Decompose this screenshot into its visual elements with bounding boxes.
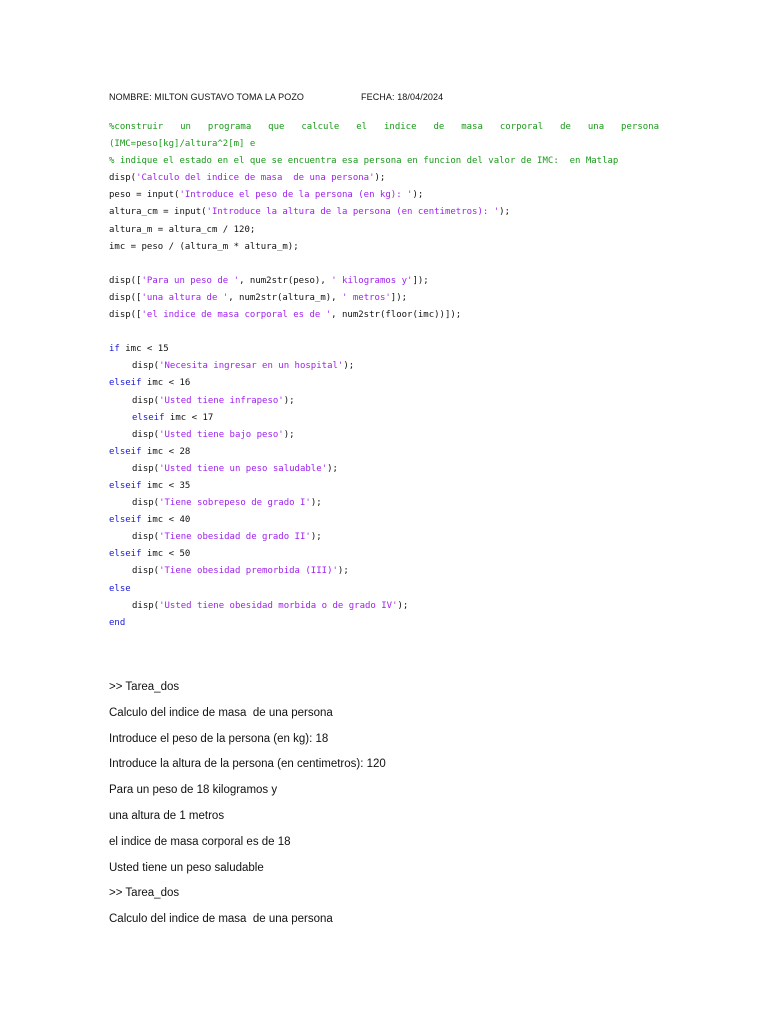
output-line: Introduce el peso de la persona (en kg): 18 (109, 732, 329, 745)
console-output (109, 677, 669, 935)
code-line: elseif imc < 35 (109, 480, 191, 491)
output-line: una altura de 1 metros (109, 809, 225, 822)
code-line: disp('Tiene obesidad de grado II'); (132, 532, 322, 543)
code-line: disp('Usted tiene bajo peso'); (132, 429, 295, 440)
code-comment: % indique el estado en el que se encuentra esa persona en funcion del valor de IMC: en Matlap (109, 156, 619, 167)
code-line: altura_m = altura_cm / 120; (109, 224, 256, 235)
author-name: NOMBRE: MILTON GUSTAVO TOMA LA POZO (109, 92, 305, 102)
code-line: disp('Tiene sobrepeso de grado I'); (132, 498, 322, 509)
code-comment: (IMC=peso[kg]/altura^2[m] e (109, 139, 256, 150)
code-line: elseif imc < 17 (132, 412, 214, 423)
code-line: elseif imc < 28 (109, 446, 191, 457)
code-line: disp(['una altura de ', num2str(altura_m), ' metros']); (109, 292, 408, 303)
code-line: altura_cm = input('Introduce la altura de la persona (en centimetros): '); (109, 207, 510, 218)
output-line: Introduce la altura de la persona (en centimetros): 120 (109, 758, 386, 771)
output-line: Calculo del indice de masa de una persona (109, 913, 333, 926)
code-line: elseif imc < 40 (109, 515, 191, 526)
code-line: disp('Usted tiene un peso saludable'); (132, 463, 338, 474)
code-line: if imc < 15 (109, 344, 169, 355)
output-line: Calculo del indice de masa de una persona (109, 706, 333, 719)
code-comment: %construir un programa que calcule el indice de masa corporal de una persona (109, 122, 659, 132)
code-line: elseif imc < 16 (109, 378, 191, 389)
code-line: disp('Usted tiene infrapeso'); (132, 395, 295, 406)
output-line: >> Tarea_dos (109, 887, 180, 900)
code-line: end (109, 617, 126, 628)
output-line: >> Tarea_dos (109, 681, 180, 693)
document-date: FECHA: 18/04/2024 (361, 92, 444, 102)
output-line: Para un peso de 18 kilogramos y (109, 784, 278, 797)
code-line: else (109, 583, 131, 594)
document-header (109, 92, 669, 102)
output-line: Usted tiene un peso saludable (109, 861, 264, 874)
code-line: disp(['Para un peso de ', num2str(peso), ' kilogramos y']); (109, 275, 429, 286)
code-line: disp('Usted tiene obesidad morbida o de grado IV'); (132, 600, 409, 611)
blank-line (109, 324, 659, 341)
code-line: imc = peso / (altura_m * altura_m); (109, 241, 299, 252)
code-line: peso = input('Introduce el peso de la persona (en kg): '); (109, 190, 424, 201)
code-line: disp('Necesita ingresar en un hospital'); (132, 361, 355, 372)
matlab-code-block (109, 119, 659, 632)
output-line: el indice de masa corporal es de 18 (109, 835, 291, 848)
code-line: disp('Calculo del indice de masa de una persona'); (109, 173, 386, 184)
code-line: disp(['el indice de masa corporal es de ', num2str(floor(imc))]); (109, 310, 462, 321)
code-line: elseif imc < 50 (109, 549, 191, 560)
blank-line (109, 256, 659, 273)
code-line: disp('Tiene obesidad premorbida (III)'); (132, 566, 349, 577)
